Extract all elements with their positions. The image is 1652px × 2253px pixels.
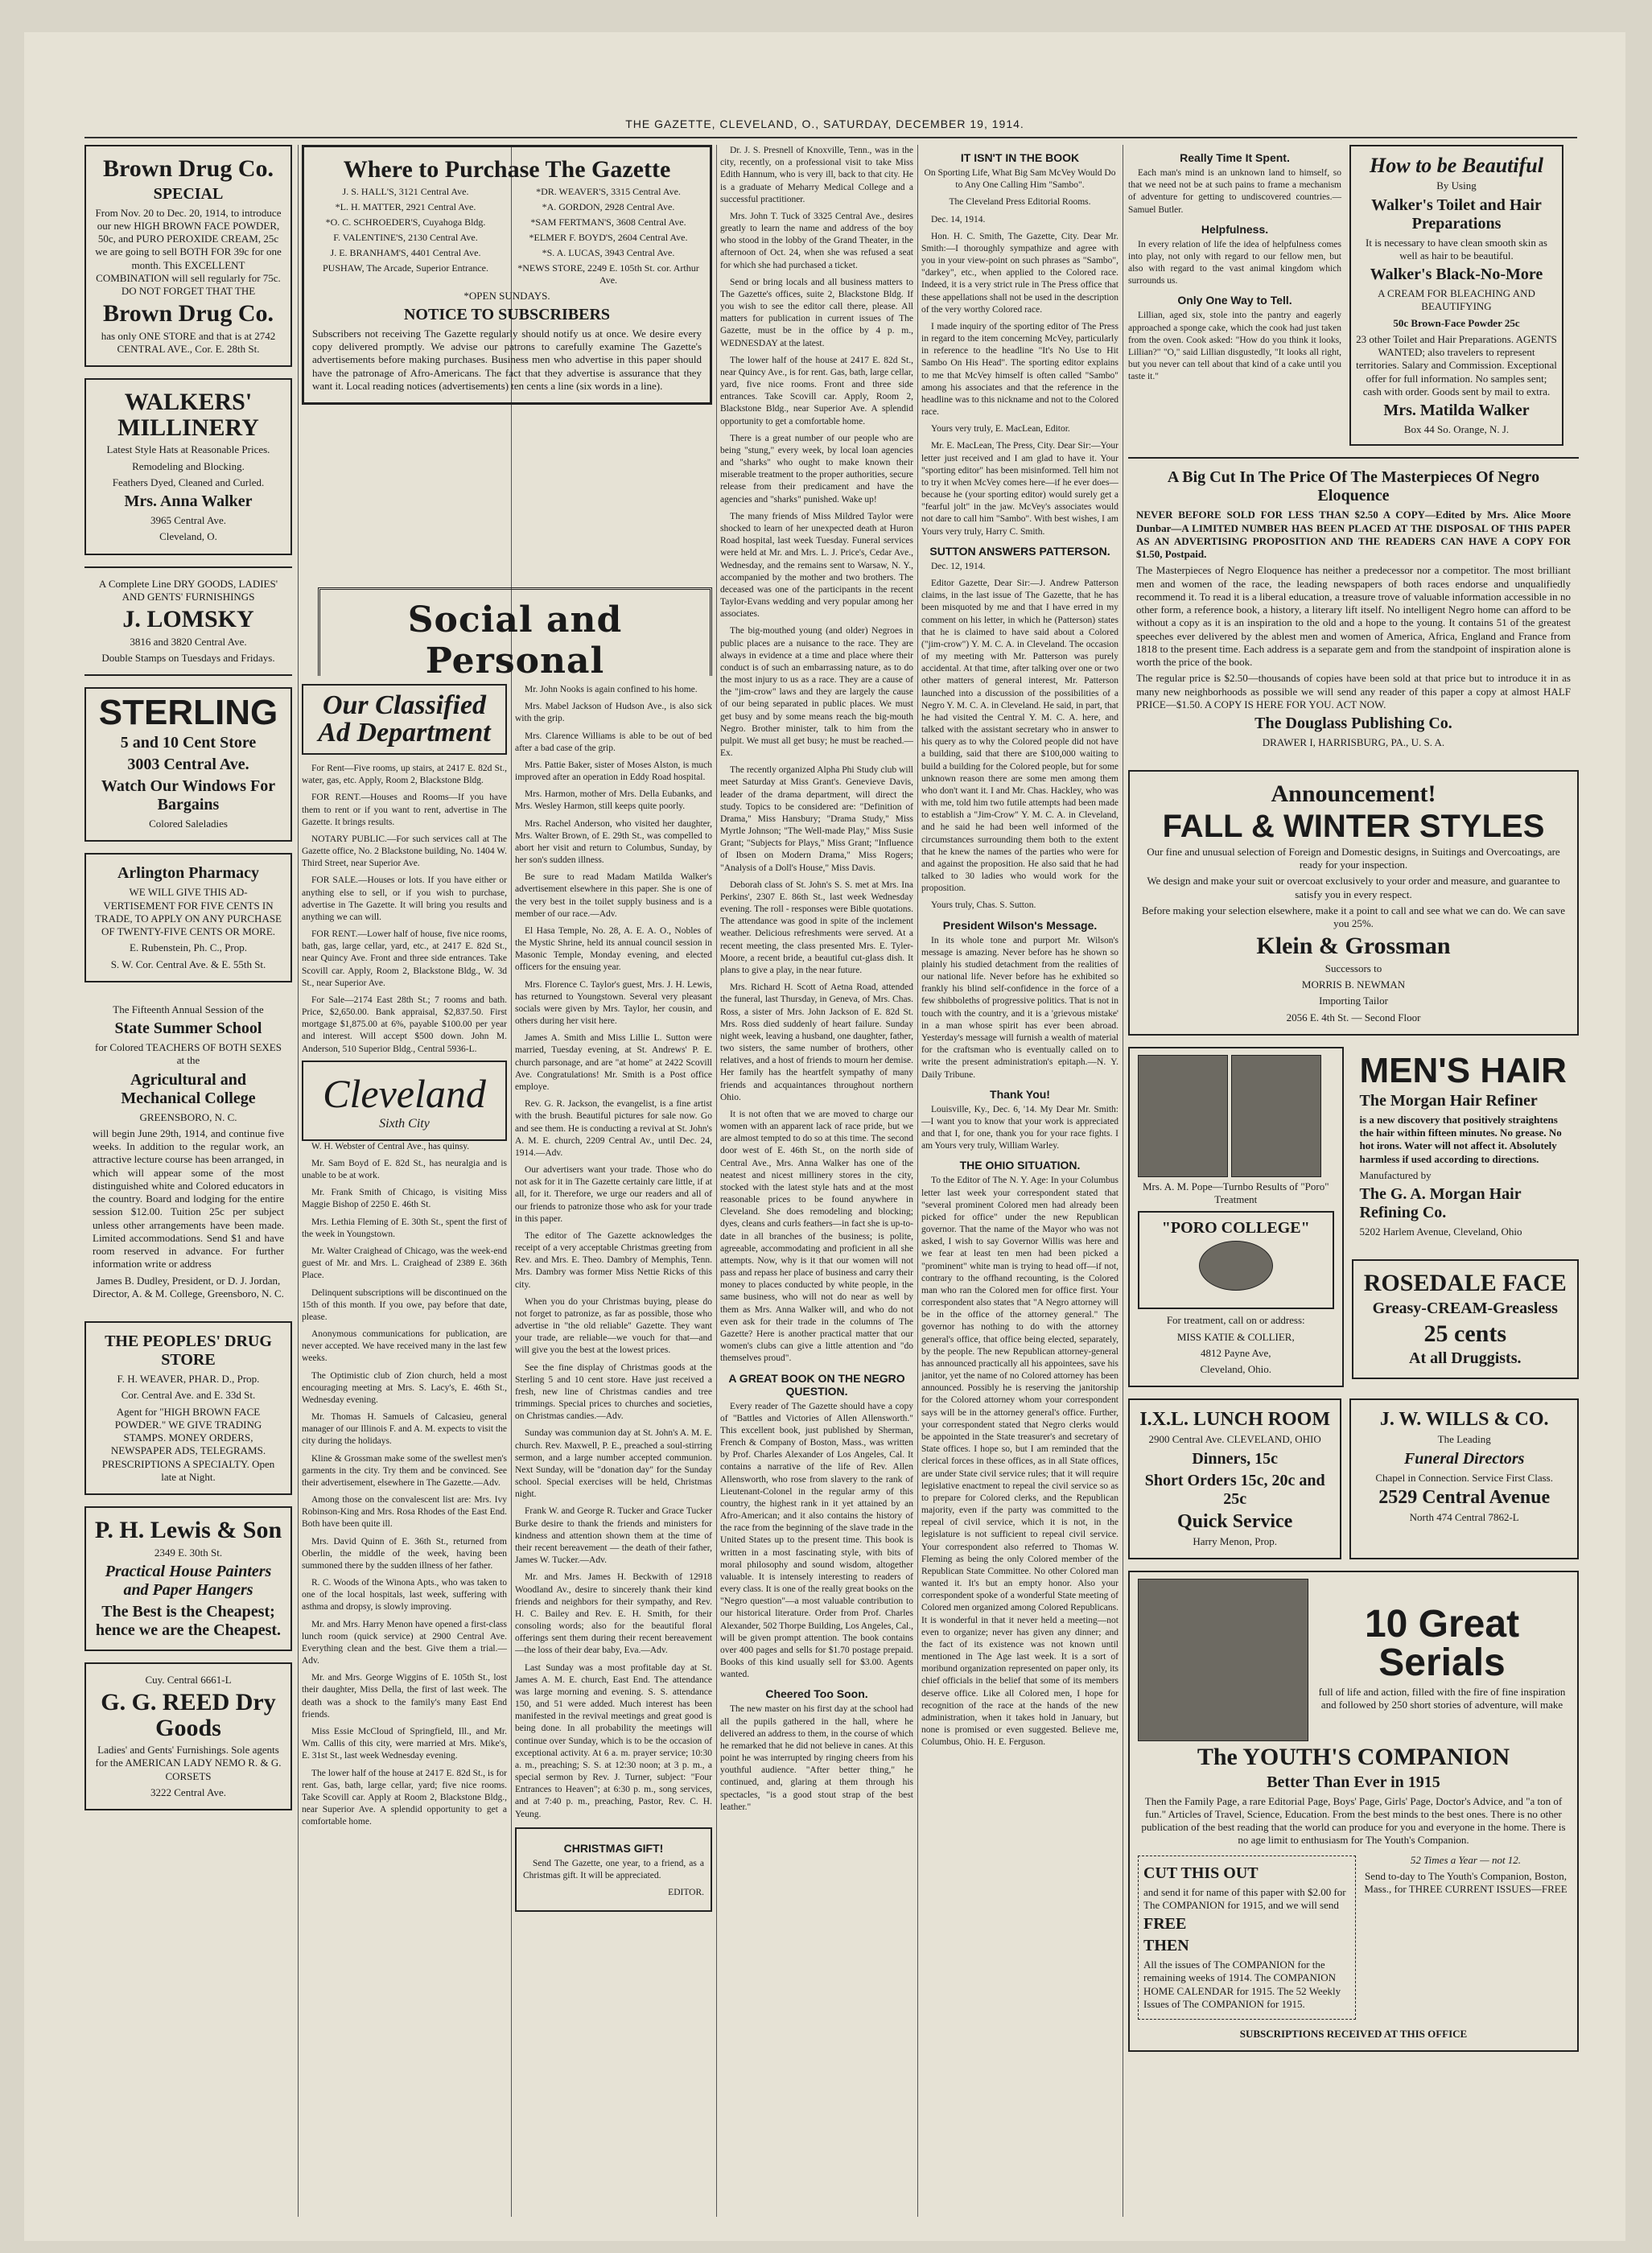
- local-item: Send or bring locals and all business matters to The Gazette's offices, suite 2, Blackstone Bldg. If you wish to see the editor call there, please. All matters for publication in current issues of The Gazette, must be in the office by 4 p. m., WEDNESDAY at the latest.: [720, 277, 913, 348]
- right-stack: [1352, 1047, 1579, 1399]
- wills-title: J. W. WILLS & CO.: [1379, 1409, 1549, 1431]
- arlington-title: Arlington Pharmacy: [117, 864, 260, 883]
- book-headline: A GREAT BOOK ON THE NEGRO QUESTION.: [728, 1371, 905, 1398]
- sambo-headline: IT ISN'T IN THE BOOK: [960, 151, 1080, 164]
- local-item: Mrs. Rachel Anderson, who visited her daughter, Mrs. Walter Brown, of E. 29th St., was compelled to abort her visit and return to Columbus, Sunday, by her son's sudden illness.: [515, 818, 712, 866]
- poro-jar-icon: [1199, 1241, 1273, 1291]
- arlington-address: S. W. Cor. Central Ave. & E. 55th St.: [110, 958, 266, 970]
- lewis-ad: [84, 1506, 292, 1651]
- walker-body: 23 other Toilet and Hair Preparations. AGENTS WANTED; also travelers to represent territories. Salary and Commission. Exceptional offer for full information. No samples sent; cash with order. Goods sent by mail to extra.: [1356, 332, 1557, 397]
- youth-name: The YOUTH'S COMPANION: [1197, 1744, 1510, 1771]
- walker-address: Box 44 So. Orange, N. J.: [1403, 423, 1510, 436]
- letter-paragraph: Mr. E. MacLean, The Press, City. Dear Sir:—Your letter just received and I am glad to have it. Your "sporting editor" has been misinformed. Tell him not to try it when McVey comes here—if he ever does—because he (your sporting editor) would surely get a "fearful jolt" in the jaw. McVey's associates would not dare to call him "Sambo". With best wishes, I am Yours very truly, Harry C. Smith.: [921, 441, 1118, 537]
- dealer-item: *S. A. LUCAS, 3943 Central Ave.: [542, 246, 675, 258]
- lewis-line-2: The Best is the Cheapest; hence we are the Cheapest.: [95, 1602, 282, 1639]
- sterling-ad: [84, 687, 292, 842]
- social-banner-wrap: [318, 579, 712, 676]
- column-1: [84, 145, 292, 2229]
- masthead: THE GAZETTE, CLEVELAND, O., SATURDAY, DECEMBER 19, 1914.: [625, 117, 1024, 130]
- klein-title: Announcement!: [1271, 781, 1436, 808]
- brown-drug-foot: has only ONE STORE and that is at 2742 CENTRAL AVE., Cor. E. 28th St.: [101, 329, 276, 355]
- ohio-headline: THE OHIO SITUATION.: [959, 1159, 1081, 1172]
- school-title: State Summer School: [114, 1019, 262, 1037]
- column-6: [1128, 145, 1579, 2229]
- morgan-address: 5202 Harlem Avenue, Cleveland, Ohio: [1359, 1225, 1522, 1238]
- ixl-line-2: Short Orders 15c, 20c and 25c: [1144, 1471, 1325, 1508]
- christmas-gift-box: [515, 1827, 712, 1913]
- fillers: [1128, 145, 1341, 457]
- lower-row: [1128, 1398, 1579, 1571]
- peoples-address: Cor. Central Ave. and E. 33d St.: [121, 1389, 256, 1402]
- ixl-ad: [1128, 1398, 1341, 1559]
- reed-body: Ladies' and Gents' Furnishings. Sole agents for the AMERICAN LADY NEMO R. & G. CORSETS: [95, 1744, 282, 1782]
- column-4: [720, 145, 913, 2229]
- free-label: FREE: [1143, 1915, 1187, 1934]
- poro-name: MISS KATIE & COLLIER,: [1176, 1330, 1295, 1343]
- cut-title: CUT THIS OUT: [1143, 1864, 1259, 1882]
- youth-foot: SUBSCRIPTIONS RECEIVED AT THIS OFFICE: [1239, 2028, 1468, 2041]
- ixl-line-1: Dinners, 15c: [1192, 1449, 1278, 1468]
- thanks-headline: Thank You!: [990, 1087, 1050, 1101]
- letter-paragraph: I made inquiry of the sporting editor of The Press in regard to the item concerning McVey, particularly in reference to the headline "It's No Use to Hit Sambo On His Head". The sporting editor explains to me that McVey himself is often called "Sambo" among his associates and that the reference in the headline was to this nickname and not to the Colored race.: [921, 321, 1118, 418]
- walker-product: Walker's Toilet and Hair Preparations: [1371, 196, 1542, 233]
- sterling-line-1: 5 and 10 Cent Store: [120, 734, 257, 752]
- youth-sub: Better Than Ever in 1915: [1267, 1773, 1440, 1791]
- rosedale-price: 25 cents: [1423, 1320, 1506, 1347]
- klein-body: Our fine and unusual selection of Foreign and Domestic designs, in Suitings and Overcoatings, are ready for your inspection.: [1147, 845, 1560, 871]
- reed-address: 3222 Central Ave.: [150, 1786, 226, 1798]
- local-item: Mr. Frank Smith of Chicago, is visiting Miss Maggie Bishop of 2250 E. 46th St.: [302, 1188, 507, 1210]
- walker-by: By Using: [1436, 179, 1477, 192]
- wills-sub: The Leading: [1437, 1433, 1491, 1446]
- klein-successors: Successors to: [1324, 962, 1382, 974]
- local-item: Anonymous communications for publication, are never accepted. We have received many in the last few weeks.: [302, 1329, 507, 1364]
- dealer-item: J. S. HALL'S, 3121 Central Ave.: [342, 185, 469, 197]
- klein-floor: Second Floor: [1364, 1011, 1421, 1024]
- column-2: [302, 684, 507, 2229]
- school-intro: The Fifteenth Annual Session of the: [113, 1003, 264, 1015]
- local-item: Be sure to read Madam Matilda Walker's advertisement elsewhere in this paper. She is one of the very best in the toilet supply business and is a member of our race.—Adv.: [515, 872, 712, 919]
- poro-ad: [1128, 1047, 1344, 1388]
- masthead-rule: [84, 137, 1577, 138]
- column-rule: [298, 145, 299, 2217]
- notice-title: NOTICE TO SUBSCRIBERS: [403, 305, 611, 323]
- notice-body: Subscribers not receiving The Gazette regularly should notify us at once. We desire every copy delivered promptly. We advise our patrons to carefully examine The Gazette's advertisements before making purchases. Business men who advertise in this paper should have the patronage of Afro-Americans. The fact that they advertise is assurance that they want it. Local reading notices (advertisements) ten cents a line (six words in a line).: [312, 327, 702, 392]
- cut-this-out-box: [1138, 1856, 1356, 2020]
- cut-body: and send it for name of this paper with $2.00 for The COMPANION for 1915, and we will send: [1143, 1885, 1346, 1911]
- douglass-address: DRAWER I, HARRISBURG, PA., U. S. A.: [1262, 736, 1445, 749]
- dealer-item: F. VALENTINE'S, 2130 Central Ave.: [333, 231, 478, 243]
- walkers-address: 3965 Central Ave.: [150, 514, 226, 526]
- poro-badge: "PORO COLLEGE": [1161, 1219, 1310, 1238]
- filler-body: Each man's mind is an unknown land to himself, so that we need not be at such pains to frame a mechanism of adventure for getting to undiscovered countries.—Samuel Butler.: [1128, 168, 1341, 215]
- where-title: Where to Purchase The Gazette: [343, 156, 671, 183]
- cleveland-heading: [302, 1061, 507, 1141]
- local-item: Our advertisers want your trade. Those who do not ask for it in The Gazette certainly care little, if at all, for it. Therefore, we urge our readers and all of our friends to patronize those who ask for your trade in this paper.: [515, 1165, 712, 1224]
- lomsky-address: 3816 and 3820 Central Ave.: [130, 635, 247, 648]
- school-body: will begin June 29th, 1914, and continue five weeks. In addition to the regular work, an attractive lecture course has been arranged, in which will appear some of the most distinguished white and Colored educators in the country. Board and lodging for the entire session $12.00. Tuition 25c per subject unless other arrangements have been made. Limited accommodations. Send $1 and have room reserved in advance. For further information write or address: [93, 1126, 284, 1271]
- local-item: It is not often that we are moved to charge our women with an apparent lack of race pride, but we are almost tempted to do so at this time. The second door west of E. 46th St., on the north side of Central Ave., Mrs. Anna Walker has one of the neatest and nicest millinery stores in the city, stocked with the latest style hats and at the most reasonable prices to be found anywhere in Cleveland. She does remodeling and blocking; dyes, cleans and curls feathers—in fact she is up-to-date in all branches of the business; is polite, agreeable, accommodating and proficient in all she attempts. Now, why is it that our women will not pass and repass her place of business and carry their money to places conducted by white people, in the same business, who will not do near as well by them as Mrs. Anna Walker will, and who do not even ask for their trade in the columns of The Gazette? Here is another practical matter that our women's clubs can give a little attention and "do themselves proud".: [720, 1109, 913, 1364]
- column-5: [921, 145, 1118, 2229]
- filler-body: In every relation of life the idea of helpfulness comes into play, not only with regard to our fellow men, but also with regard to the vast animal kingdom which surrounds us.: [1128, 239, 1341, 286]
- klein-successors-3: Importing Tailor: [1319, 995, 1388, 1007]
- sterling-line-4: Colored Saleladies: [149, 818, 228, 830]
- klein-body-3: Before making your selection elsewhere, make it a point to call and see what we can do. We can save you 25%.: [1141, 904, 1566, 930]
- local-item: R. C. Woods of the Winona Apts., who was taken to one of the local hospitals, last week, suffering with asthma and dropsy, is slowly improving.: [302, 1578, 507, 1613]
- classified-item: FOR RENT.—Lower half of house, five nice rooms, bath, gas, large cellar, yard, etc., at 2417 E. 82d St., near Quincy Ave. Front and three side entrances. Take Scovill car. Apply, Room 2, Blackstone Bldg., W. 3d St., near Superior Ave.: [302, 929, 507, 988]
- walker-name: Mrs. Matilda Walker: [1383, 402, 1530, 420]
- sterling-line-3: Watch Our Windows For Bargains: [101, 777, 276, 813]
- dealer-item: *ELMER F. BOYD'S, 2604 Central Ave.: [529, 231, 688, 243]
- local-item: Deborah class of St. John's S. S. met at Mrs. Ina Perkins', 2307 E. 86th St., last week Wednesday evening. The roll - responses were Bible quotations. The attendance was good in spite of the inclement weather. Delicious refreshments were served. At a recent meeting, the class presented Mrs. E. Tyler-Moore, a recent bride, a beautiful cut-glass dish. It plans to give a play, in the near future.: [720, 879, 913, 975]
- poro-address: 4812 Payne Ave,: [1201, 1346, 1271, 1359]
- then-label: THEN: [1143, 1937, 1189, 1955]
- lomsky-name: J. LOMSKY: [122, 606, 254, 632]
- morgan-name: The G. A. Morgan Hair Refining Co.: [1359, 1185, 1522, 1222]
- school-title-2: Agricultural and Mechanical College: [121, 1070, 256, 1107]
- sutton-headline: SUTTON ANSWERS PATTERSON.: [929, 544, 1110, 558]
- klein-name: Klein & Grossman: [1256, 933, 1451, 960]
- local-item: The Optimistic club of Zion church, held a most encouraging meeting at Mrs. S. Lacy's, E. 46th St., Wednesday evening.: [302, 1370, 507, 1405]
- rosedale-ad: [1352, 1259, 1579, 1379]
- local-item: El Hasa Temple, No. 28, A. E. A. O., Nobles of the Mystic Shrine, held its annual council session in Masonic Temple, Monday evening, and elected officers for the ensuing year.: [515, 925, 712, 973]
- walkers-line-1: Remodeling and Blocking.: [132, 459, 245, 472]
- local-item: Mrs. David Quinn of E. 36th St., returned from Oberlin, the middle of the week, having been summoned there by the sudden illness of her father.: [302, 1536, 507, 1571]
- dealer-item: *A. GORDON, 2928 Central Ave.: [542, 200, 675, 212]
- douglass-title: A Big Cut In The Price Of The Masterpieces Of Negro Eloquence: [1167, 468, 1540, 505]
- youth-body: full of life and action, filled with the fire of fine inspiration and followed by 250 short stories of adventure, will make: [1318, 1685, 1566, 1711]
- thanks-story: Louisville, Ky., Dec. 6, '14. My Dear Mr. Smith:—I want you to know that your work is appreciated and that I, for one, thank you for your race fights. I am Yours very truly, William Warley.: [921, 1104, 1118, 1151]
- column-rule: [917, 145, 918, 2217]
- local-item: Frank W. and George R. Tucker and Grace Tucker Burke desire to thank the friends and ministers for kindness and attention shown them at the time of their recent bereavement — the death of their father, James W. Tucker.—Adv.: [515, 1506, 712, 1566]
- douglass-body: The Masterpieces of Negro Eloquence has neither a predecessor nor a competitor. The most brilliant men and women of the race, the leading newspapers of both races endorse and unqualifiedly recommend it. To read it is a liberal education, a treasure trove of valuable information accessible in no other form, a reference book, a history, a literary lift itself. No intelligent Negro home can afford to be without a copy as it is an inspiration to the old and a hope to the young. It contains 51 of the greatest speeches ever delivered by the ablest men and women of America, Africa, England and France from 1818 to the present time. Each address is a separate gem and from the standpoint of inspiration alone is worth the price of the book.: [1136, 564, 1571, 669]
- classified-item: For Rent—Five rooms, up stairs, at 2417 E. 82d St., water, gas, etc. Apply, Room 2, Blackstone Bldg.: [302, 764, 507, 786]
- local-item: Among those on the convalescent list are: Mrs. Ivy Robinson-King and Mrs. Rosa Rhodes of the East End. Both have been quite ill.: [302, 1495, 507, 1530]
- local-item: Mrs. Harmon, mother of Mrs. Della Eubanks, and Mrs. Wesley Harmon, still keeps quite poorly.: [515, 789, 712, 812]
- klein-address: 2056 E. 4th St.: [1286, 1011, 1349, 1024]
- dealer-item: PUSHAW, The Arcade, Superior Entrance.: [323, 262, 488, 274]
- peoples-prop: F. H. WEAVER, PHAR. D., Prop.: [117, 1373, 260, 1385]
- douglass-ad: [1128, 457, 1579, 759]
- classified-heading: Our Classified Ad Department: [302, 684, 507, 755]
- klein-ad: Announcement! FALL & WINTER STYLES Our fine and unusual selection of Foreign and Domestic designs, in Suitings and Overcoatings, are ready for your inspection. We design and make your suit or overcoat exclusively to your order and measure, and guarantee to satisfy you in every respect. Before making your selection elsewhere, make it a point to call and see what we can do. We can save you 25%. Klein & Grossman Successors to MORRIS B. NEWMAN Importing Tailor 2056 E. 4th St. — Second Floor: [1128, 770, 1579, 1036]
- morgan-sub: The Morgan Hair Refiner: [1359, 1091, 1538, 1110]
- walkers-line-2: Feathers Dyed, Cleaned and Curled.: [112, 476, 265, 488]
- local-item: Mrs. Pattie Baker, sister of Moses Alston, is much improved after an operation in Eddy Road hospital.: [515, 760, 712, 783]
- youth-title: 10 Great Serials: [1364, 1602, 1520, 1684]
- poro-college-image: [1138, 1211, 1334, 1309]
- peoples-body: Agent for "HIGH BROWN FACE POWDER." WE GIVE TRADING STAMPS. MONEY ORDERS, NEWSPAPER ADS, TELEGRAMS. PRESCRIPTIONS A SPECIALTY. Open late at Night.: [101, 1405, 275, 1483]
- local-item: The lower half of the house at 2417 E. 82d St., near Quincy Ave., is for rent. Gas, bath, large cellar, yard, five nice rooms. Front and three side entrances. Take Scovill car. Apply, Room 2, Blackstone Bldg., near Superior Ave. A splendid opportunity to get a comfortable home.: [720, 355, 913, 426]
- filler-title: Only One Way to Tell.: [1177, 294, 1292, 307]
- reed-title: G. G. REED Dry Goods: [101, 1689, 276, 1741]
- local-item: When you do your Christmas buying, please do not forget to patronize, as far as possible, those who advertise in "the old reliable" Gazette. They want your trade, are reliable—we vouch for that—and will give you the best at the lowest prices.: [515, 1296, 712, 1356]
- walker-p1: A CREAM FOR BLEACHING AND BEAUTIFYING: [1378, 287, 1535, 313]
- local-item: Mrs. Florence C. Taylor's guest, Mrs. J. H. Lewis, has returned to Youngstown. Several very pleasant socials were given by Mrs. Taylor, her cousin, and others during her visit here.: [515, 979, 712, 1027]
- youth-body-2: Then the Family Page, a rare Editorial Page, Boys' Page, Girls' Page, Doctor's Advice, and "a ton of fun." Articles of Travel, Science, Education. From the best minds to the best ones. There is no other publication of the best reading that the world can produce for you and everyone in the home. There is no age limit to enthusiasm for The Youth's Companion.: [1141, 1794, 1566, 1847]
- local-item: Miss Essie McCloud of Springfield, Ill., and Mr. Wm. Callis of this city, were married at Mrs. Mike's, E. 31st St., last week Wednesday evening.: [302, 1727, 507, 1761]
- wilson-story: In its whole tone and purport Mr. Wilson's message is amazing. Never before has he shown so plainly his studied detachment from the realities of our national life. Never before has he exhibited so frankly his blind self-confidence in the force of a few shibboleths of progressive politics. That is not in touch with the country, and it is a 'grievous mistake' in a man whose spirit has ever been abroad. Yesterday's message will furnish a wealth of material for the craftsman who is eventually called on to write the present administration's epitaph.—N. Y. Daily Tribune.: [921, 935, 1118, 1080]
- youth-address: Send to-day to The Youth's Companion, Boston, Mass., for THREE CURRENT ISSUES—FREE: [1364, 1869, 1568, 1896]
- sutton-sign: Yours truly, Chas. S. Sutton.: [931, 900, 1036, 911]
- reed-phone: Cuy. Central 6661-L: [145, 1673, 232, 1686]
- walkers-sub: Latest Style Hats at Reasonable Prices.: [106, 443, 270, 456]
- lomsky-foot: Double Stamps on Tuesdays and Fridays.: [101, 651, 275, 664]
- local-item: See the fine display of Christmas goods at the Sterling 5 and 10 cent store. Have just received a fresh, new line of Christmas candies and tree trimmings. Special prices to churches and societies, on Christmas candies.—Adv.: [515, 1362, 712, 1422]
- cheered-headline: Cheered Too Soon.: [765, 1687, 868, 1701]
- dealer-item: J. E. BRANHAM'S, 4401 Central Ave.: [330, 246, 481, 258]
- wills-ad: [1349, 1398, 1579, 1559]
- filler-title: Helpfulness.: [1201, 222, 1269, 236]
- brown-drug-title-2: Brown Drug Co.: [103, 300, 274, 327]
- klein-body-2: We design and make your suit or overcoat exclusively to your order and measure, and guarantee to satisfy you in every respect.: [1147, 875, 1560, 900]
- brown-drug-title: Brown Drug Co.: [103, 155, 274, 182]
- local-item: Mrs. Clarence Williams is able to be out of bed after a bad case of the grip.: [515, 731, 712, 753]
- top-row: [1128, 145, 1579, 457]
- dealer-item: *DR. WEAVER'S, 3315 Central Ave.: [536, 185, 681, 197]
- sambo-subhead: On Sporting Life, What Big Sam McVey Would Do to Any One Calling Him "Sambo".: [924, 168, 1116, 191]
- column-3: [515, 684, 712, 2229]
- portrait-photo: [1138, 1055, 1228, 1177]
- local-item: Dr. J. S. Presnell of Knoxville, Tenn., was in the city, recently, on a professional visit to take Miss Edith Hannum, who is very ill, back to that city. He is a graduate of Meharry Medical College and a successful practitioner.: [720, 146, 913, 204]
- sterling-title: STERLING: [98, 693, 278, 732]
- sterling-address: 3003 Central Ave.: [127, 756, 249, 773]
- cheered-story: The new master on his first day at the school had all the pupils gathered in the hall, where he delivered an address to them, in the course of which he remarked that he did not believe in canes. At this point he was interrupted by ringing cheers from his youthful audience. "After better thing," he continued, and, glaring at them through his spectacles, "is a good stout strap of the best leather.": [720, 1704, 913, 1812]
- klein-successors-2: MORRIS B. NEWMAN: [1301, 978, 1406, 991]
- ixl-line-3: Quick Service: [1177, 1510, 1293, 1532]
- local-item: Mr. and Mrs. James H. Beckwith of 12918 Woodland Av., desire to sincerely thank their kind friends and neighbors for their sympathy, and Rev. H. C. Bailey and Rev. E. H. Smith, for their consoling words; also for the beautiful floral offerings sent them during their recent bereavement—the loss of their dear baby, Eva.—Adv.: [515, 1572, 712, 1656]
- where-to-purchase-box: [302, 145, 712, 563]
- arlington-prop: E. Rubenstein, Ph. C., Prop.: [130, 941, 247, 954]
- dealer-item: *L. H. MATTER, 2921 Central Ave.: [335, 200, 476, 212]
- illustration: [1138, 1579, 1308, 1741]
- rosedale-sub: Greasy-CREAM-Greasless: [1372, 1299, 1558, 1317]
- walkers-millinery-title: WALKERS' MILLINERY: [117, 389, 259, 441]
- christmas-gift-body: Send The Gazette, one year, to a friend, as a Christmas gift. It will be appreciated.: [523, 1858, 704, 1880]
- arlington-body: WE WILL GIVE THIS AD- VERTISEMENT FOR FIVE CENTS IN TRADE, TO APPLY ON ANY PURCHASE OF TWENTY-FIVE CENTS OR MORE.: [94, 886, 282, 937]
- letter-paragraph: Hon. H. C. Smith, The Gazette, City. Dear Mr. Smith:—I thoroughly sympathize and agree with you in your view-point on such phrases as "Sambo", "darkey", etc., when applied to the Colored race. Indeed, it is a very strict rule in The Press office that these appellations shall not be used in the description of the very worthy Colored race.: [921, 231, 1118, 315]
- summer-school-ad: [84, 994, 292, 1310]
- wills-address: 2529 Central Avenue: [1378, 1486, 1551, 1508]
- open-sundays: *OPEN SUNDAYS.: [463, 289, 550, 302]
- lewis-title: P. H. Lewis & Son: [94, 1517, 282, 1543]
- local-item: James A. Smith and Miss Lillie L. Sutton were married, Tuesday evening, at St. Andrews' P. E. church parsonage, and are "at home" at 2422 Scovill Ave. Congratulations! Mr. Smith is a Post office employe.: [515, 1033, 712, 1092]
- local-item: Kline & Grossman make some of the swellest men's garments in the city. Try them and be convinced. See their advertisement, elsewhere in The Gazette.—Adv.: [302, 1453, 507, 1488]
- local-item: The editor of The Gazette acknowledges the receipt of a very acceptable Christmas greeting from Rev. and Mrs. E. Theo. Dambry of Memphis, Tenn. Mrs. Dambry was former Miss Nettie Ricks of this city.: [515, 1230, 712, 1290]
- dealer-list: [312, 186, 702, 286]
- where-box: [302, 145, 712, 405]
- wilson-headline: President Wilson's Message.: [942, 918, 1098, 932]
- reed-ad: [84, 1662, 292, 1810]
- walkers-millinery-ad: [84, 378, 292, 554]
- school-city: GREENSBORO, N. C.: [139, 1110, 237, 1123]
- morgan-title: MEN'S HAIR: [1359, 1050, 1567, 1090]
- walker-beauty-title: How to be Beautiful: [1370, 154, 1543, 177]
- classified-item: FOR RENT.—Houses and Rooms—If you have them to rent or if you want to rent, advertise in The Gazette. It brings results.: [302, 793, 507, 827]
- ohio-story: To the Editor of The N. Y. Age: In your Columbus letter last week your correspondent stated that "several prominent Colored men had already been picked for office" under the new Republican governor. That the name of the Mayor who was not asked, I wish to say Governor Willis was here and we fear at least ten men had been picked a "prominent" white man is trying to head off—if not, contrary to the offhand recounting, is the Colored man who ran the Colored men for office first. Your correspondent also states that "A Negro attorney will be in the office of the attorney general." The governor has nothing to do with the attorney general's office, that office being elected, separately, by the people. The new Republican attorney-general has announced practically all his appointees, save his janitor, yet the name of no Colored attorney has been announced. Possibly he is reserving the janitorship for the Colored attorney whom your correspondent says will be in the attorney general's office. Further, your correspondent stated that Negro clerks would be appointed in the State treasurer's and secretary of State offices. I hope so, but I am reminded that the clerical forces in these offices, as in all State offices, are under State civil service rules; that it will require legislative enactment to repeal the civil service so as to prepare for Colored clerks, and the Republican majority, even if the party was committed to the repeal of civil service, which it is not, in the legislature is not sufficient to repeal civil service. Your correspondent also referred to Thomas W. Fleming as being the only Colored member of the Republican State Committee. No other Colored man wanted it. It's but an empty honor. Also your correspondent spoke of a wonderful State meeting of Colored men organized among Colored Republicans. It is wonderful in that it never held a meeting—not even to organize; never has given any dinner; and the fact of its existence was not known until mentioned in The Age last week. It is a sort of moribund organization represented on paper only, its chief officials in the belief that some of its members deserve office. Like all Colored men, I hope for recognition of the race at the hands of the new administration, when it takes hold in January, but none is promised or even suggested. Believe me, Columbus, Ohio. H. E. Ferguson.: [921, 1176, 1118, 1748]
- weeks-line: 52 Times a Year — not 12.: [1410, 1853, 1522, 1866]
- school-sign: James B. Dudley, President, or D. J. Jordan, Director, A. & M. College, Greensboro, N. C.: [93, 1274, 284, 1299]
- free-body: All the issues of The COMPANION for the remaining weeks of 1914. The COMPANION HOME CALENDAR for 1915. The 52 Weekly Issues of The COMPANION for 1915.: [1143, 1959, 1341, 2010]
- klein-head: FALL & WINTER STYLES: [1162, 808, 1545, 844]
- local-item: Mrs. Lethia Fleming of E. 30th St., spent the first of the week in Youngstown.: [302, 1217, 507, 1239]
- local-item: W. H. Webster of Central Ave., has quinsy.: [311, 1141, 470, 1151]
- local-item: Mrs. John T. Tuck of 3325 Central Ave., desires greatly to learn the name and address of the boy who stood in the lobby of the Grand Theater, in the afternoon of Oct. 24, when she was refused a seat for which she had purchased a ticket.: [720, 211, 913, 270]
- arlington-ad: [84, 853, 292, 982]
- lewis-address: 2349 E. 30th St.: [154, 1546, 223, 1559]
- cleveland-sub: Sixth City: [379, 1116, 430, 1131]
- walker-price: 50c Brown-Face Powder 25c: [1393, 316, 1520, 329]
- ixl-title: I.X.L. LUNCH ROOM: [1139, 1409, 1330, 1431]
- poro-caption: Mrs. A. M. Pope—Turnbo Results of "Poro" Treatment: [1142, 1180, 1329, 1206]
- morgan-body: is a new discovery that positively straightens the hair within fifteen minutes. No grease. No hot irons. Water will not affect it. Absolutely harmless if used according to directions.: [1359, 1113, 1562, 1165]
- ixl-prop: Harry Menon, Prop.: [1193, 1534, 1278, 1547]
- social-personal-banner: Social and Personal: [318, 587, 712, 676]
- brown-drug-body: From Nov. 20 to Dec. 20, 1914, to introduce our new HIGH BROWN FACE POWDER, 50c, and PURO PEROXIDE CREAM, 25c we are going to sell BOTH FOR 39c for one month. This EXCELLENT COMBINATION will sell regularly for 75c. DO NOT FORGET THAT THE: [95, 206, 282, 297]
- wills-phone: North 474 Central 7862-L: [1409, 1511, 1519, 1524]
- rosedale-foot: At all Druggists.: [1409, 1349, 1522, 1368]
- classified-item: FOR SALE.—Houses or lots. If you have either or anything else to sell, or if you wish to purchase, advertise in The Gazette. It will bring you results and anything we can will.: [302, 875, 507, 922]
- douglass-pub: The Douglass Publishing Co.: [1254, 715, 1452, 733]
- local-item: Last Sunday was a most profitable day at St. James A. M. E. church, East End. The attendance was large morning and evening. S. S. attendance 150, and 51 were added. Much interest has been manifested in the revival meetings and great good is being done. In all probability the meetings will continue over Sunday, which is to be the occasion of exceptional activity. At 6 a. m. prayer service; 10:30 a. m., preaching; S. S. at 12:30 noon; at 3 p. m., a special sermon by Rev. J. Turner, subject: "Four Entrances to Heaven"; at 6:30 p. m., song services, and at 7:40 p. m., preaching, Pastor, Rev. C. H. Yeung.: [515, 1662, 712, 1819]
- peoples-title: THE PEOPLES' DRUG STORE: [105, 1332, 272, 1369]
- filler-body: Lillian, aged six, stole into the pantry and eagerly approached a sponge cake, which the cook had just taken from the oven. Cook asked: "How do you think it looks, Lillian?" "O," said Lillian disgustedly, "It looks all right, but you never can tell about that kind of a cake until you taste it.": [1128, 311, 1341, 382]
- poro-city: Cleveland, Ohio.: [1200, 1363, 1271, 1376]
- walkers-name: Mrs. Anna Walker: [124, 492, 253, 510]
- press-line: The Cleveland Press Editorial Rooms.: [949, 197, 1091, 208]
- douglass-offer: The regular price is $2.50—thousands of copies have been sold at that price but to introduce it in as many new neighborhoods as possible we will send any reader of this paper a copy at almost HALF PRICE—$1.50. A COPY IS HERE FOR YOU. ACT NOW.: [1136, 672, 1571, 710]
- christmas-gift-sign: EDITOR.: [668, 1888, 704, 1898]
- local-item: Rev. G. R. Jackson, the evangelist, is a fine artist with the brush. Beautiful pictures for sale now. Go and see them. He is conducting a revival at St. John's A. M. E. church, 2209 Central Av., until Dec. 24, 1914.—Adv.: [515, 1099, 712, 1158]
- douglass-caps: NEVER BEFORE SOLD FOR LESS THAN $2.50 A COPY—Edited by Mrs. Alice Moore Dunbar—A LIMITED NUMBER HAS BEEN PLACED AT THE DISPOSAL OF THIS PAPER AS AN ADVERTISING PROPOSITION AND THE READERS CAN HAVE A COPY FOR $1.50, Postpaid.: [1136, 509, 1571, 561]
- local-item: The many friends of Miss Mildred Taylor were shocked to learn of her unexpected death at Huron Road hospital, last week Tuesday. Funeral services were held at Mr. and Mrs. L. J. Price's, Cedar Ave., Wednesday, and the remains sent to Warsaw, N. Y., accompanied by the mother and two brothers. The deceased was one of the participants in the recent Taylor-Evans wedding and very popular among her associates.: [720, 511, 913, 620]
- wills-line-2: Chapel in Connection. Service First Class.: [1375, 1471, 1553, 1484]
- local-item: Sunday was communion day at St. John's A. M. E. church. Rev. Maxwell, P. E., preached a soul-stirring sermon, and a large number accepted communion. Next Sunday, will be "donation day" for the Sunday school. Special exercises will be held, Christmas night.: [515, 1428, 712, 1500]
- local-item: The lower half of the house at 2417 E. 82d St., is for rent. Gas, bath, large cellar, yard; five nice rooms. Take Scovill car. Apply at Room 2, Blackstone Bldg., near Superior Ave. A splendid opportunity to get a comfortable home.: [302, 1768, 507, 1827]
- filler-title: Really Time It Spent.: [1180, 151, 1290, 164]
- local-item: Mrs. Richard H. Scott of Aetna Road, attended the funeral, last Thursday, in Geneva, of Mrs. Chas. Ross, a sister of Mrs. John Jackson of E. 82d St. Mrs. Ross died suddenly of heart failure. Sunday night week, leaving a husband, one daughter, father, two sisters, the same number of brothers, other relatives, and a host of friends to mourn her demise. Her family has the heartfelt sympathy of many friends and acquaintances throughout northern Ohio.: [720, 982, 913, 1102]
- poro-foot: For treatment, call on or address:: [1166, 1314, 1305, 1327]
- walker-note: It is necessary to have clean smooth skin as well as hair to be beautiful.: [1366, 236, 1547, 262]
- local-item: Mr. Thomas H. Samuels of Calcasieu, general manager of our Illinois F. and A. M. expects to visit the city during the holidays.: [302, 1412, 507, 1447]
- letter-sign: Yours very truly, E. MacLean, Editor.: [931, 424, 1070, 435]
- column-rule: [716, 145, 717, 2217]
- wills-line-1: Funeral Directors: [1403, 1449, 1525, 1468]
- brown-drug-special: SPECIAL: [153, 184, 224, 203]
- dealer-item: *O. C. SCHROEDER'S, Cuyahoga Bldg.: [325, 216, 486, 228]
- brown-drug-ad: [84, 145, 292, 367]
- local-item: Delinquent subscriptions will be discontinued on the 15th of this month. If you owe, pay before that date, please.: [302, 1287, 507, 1322]
- school-line-1: for Colored TEACHERS OF BOTH SEXES at the: [95, 1041, 282, 1067]
- youths-companion-ad: [1128, 1571, 1579, 2052]
- morgan-ad: [1352, 1047, 1579, 1249]
- newspaper-page: [24, 32, 1625, 2241]
- ixl-address: 2900 Central Ave. CLEVELAND, OHIO: [1148, 1433, 1321, 1446]
- letter-date: Dec. 14, 1914.: [931, 214, 986, 224]
- walkers-city: Cleveland, O.: [159, 530, 217, 543]
- book-story: Every reader of The Gazette should have a copy of "Battles and Victories of Allen Allensworth." This excellent book, just published by Sherman, French & Company of Boston, Mass., was written by Prof. Charles Alexander of Los Angeles, Cal. It contains a narrative of the life of Rev. Allen Allensworth, who rose from slavery to the rank of Lieutenant-Colonel in the regular army of this country, the highest rank in it yet attained by an Afro-American; and it also contains the history of the race from the beginning of the slave trade in the United States up to the present time. This book is written in a most fascinating style, with bits of moral philosophy and sound wisdom, altogether valuable. It is intensely interesting to readers of every class. It is one of the really great books on the "Negro question"—a most valuable contribution to our historical literature. Order from Prof. Charles Alexander, 502 Thorpe Building, Los Angeles, Cal., will be given prompt attention. The book contains over 400 pages and sells for $1.70 postage prepaid. Books of this kind usually sell for $3.00. Agents wanted.: [720, 1401, 913, 1680]
- local-item: Mr. and Mrs. George Wiggins of E. 105th St., lost their daughter, Miss Della, the first of last week. The death was a shock to the family's many East End friends.: [302, 1673, 507, 1720]
- cleveland-title: Cleveland: [323, 1070, 486, 1116]
- sutton-date: Dec. 12, 1914.: [931, 561, 986, 571]
- middle-row: [1128, 1047, 1579, 1399]
- walker-beauty-ad: [1349, 145, 1563, 446]
- local-item: There is a great number of our people who are being "stung," every week, by local loan agencies and "sharks" who ought to make known their miserable treatment to the proper authorities, secure release from their predicament and have the agencies and "sharks" punished. Wake up!: [720, 433, 913, 505]
- local-item: The big-mouthed young (and older) Negroes in public places are a nuisance to the race. They are always in evidence at a time and place where their conduct is of such an embarrassing nature, as to do the most injury to us as a race. They are a cause of the "jim-crow" laws and they are largely the cause of our being separated in public places. We must get busy and by some means reach the big-mouth Negro. Brother minister, talk to him from the pulpit. We must all get busy; he must be reached.—Ex.: [720, 626, 913, 759]
- local-item: Mrs. Mabel Jackson of Hudson Ave., is also sick with the grip.: [515, 702, 712, 724]
- local-item: Mr. Walter Craighead of Chicago, was the week-end guest of Mr. and Mrs. L. Craighead of 2389 E. 36th Place.: [302, 1246, 507, 1281]
- walker-product-2: Walker's Black-No-More: [1370, 266, 1543, 284]
- christmas-gift-title: CHRISTMAS GIFT!: [563, 1841, 664, 1855]
- classified-item: NOTARY PUBLIC.—For such services call at The Gazette office, No. 2 Blackstone building, No. 1404 W. Third Street, near Superior Ave.: [302, 834, 507, 869]
- local-item: Mr. John Nooks is again confined to his home.: [525, 685, 698, 694]
- dealer-item: *NEWS STORE, 2249 E. 105th St. cor. Arthur Ave.: [517, 262, 699, 286]
- morgan-mfg: Manufactured by: [1359, 1168, 1432, 1181]
- sutton-body: Editor Gazette, Dear Sir:—J. Andrew Patterson claims, in the last issue of The Gazette, that he has been misquoted by me and that I have erred in my comment on his letter, in which he (Patterson) states that he is claimed to have said about a Colored ("jim-crow") Y. M. C. A. in Cleveland. The occasion of my meeting with Mr. Patterson was purely accidental. At that time, after talking over one or two other matters of general interest, Mr. Patterson launched into a discussion of the possibilities of a Negro Y. M. C. A. in Cleveland. He said, in part, that he had visited the Central Y. M. C. A. here, and talked with the assistant secretary who in answer to his query as to why the Colored people did not have a building, said that there are $100,000 waiting to build a building for the Colored people, but for some unknown reason there are some men among them who don't want it. I and Mr. Chas. Hackley, who was with me, told him two futile attempts had been made to establish a "Jim-Crow" Y. M. C. A. in Cleveland, and he said he had been well informed of the circumstances surrounding them both to the extent that he knew the names of the parties who were for and against the proposition. He also said that he had talked to 30 ladies who would work for the proposition.: [921, 578, 1118, 894]
- local-item: Mr. Sam Boyd of E. 82d St., has neuralgia and is unable to be at work.: [302, 1158, 507, 1181]
- local-item: Mr. and Mrs. Harry Menon have opened a first-class lunch room (quick service) at 2900 Central Ave. Everything clean and the best. Give them a trial.—Adv.: [302, 1619, 507, 1666]
- peoples-drug-ad: [84, 1321, 292, 1495]
- lewis-line-1: Practical House Painters and Paper Hangers: [105, 1562, 272, 1599]
- classified-item: For Sale—2174 East 28th St.; 7 rooms and bath. Price, $2,650.00. Bank appraisal, $2,837.50. First mortgage $1,875.00 at 6%, payable $100.00 per year and interest. Will accept $500 down. John M. Anderson, 510 Superior Bldg., Central 5936-L.: [302, 995, 507, 1054]
- dealer-item: *SAM FERTMAN'S, 3608 Central Ave.: [530, 216, 686, 228]
- rosedale-title: ROSEDALE FACE: [1363, 1270, 1567, 1297]
- lomsky-ad: [84, 566, 292, 677]
- portrait-photo: [1231, 1055, 1321, 1177]
- lomsky-top: A Complete Line DRY GOODS, LADIES' AND GENTS' FURNISHINGS: [98, 577, 278, 603]
- local-item: The recently organized Alpha Phi Study club will meet Saturday at Miss Grant's. Genevieve Davis, leader of the drama department, will direct the study. Topics to be considered are: "Definition of Drama," Miss Hansbury; "Drama Study," Miss Myrtle Johnson; "The Well-made Play," Miss Susie Grant; "Subjects for Plays," Miss Grant; "Influence of Ibsen on Modern Drama," Miss Rogers; "Analysis of a Doll's House," Miss Davis.: [720, 765, 913, 873]
